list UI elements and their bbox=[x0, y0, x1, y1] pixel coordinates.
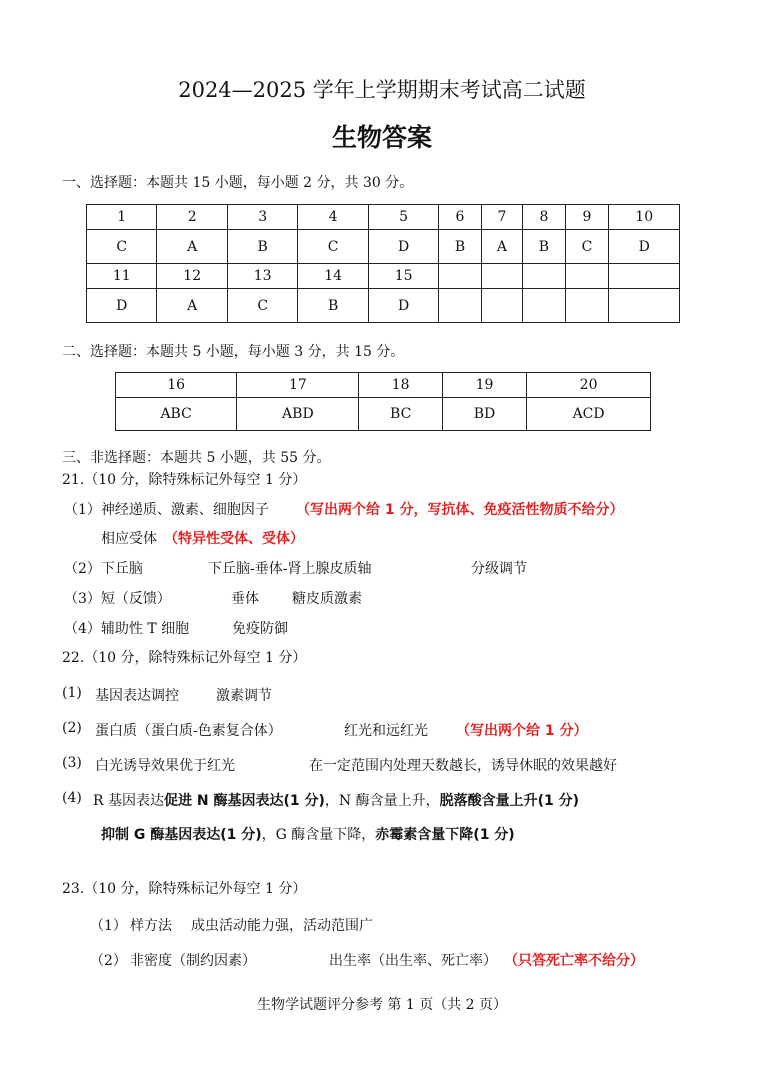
q21-ans2-a: （2）下丘脑 bbox=[64, 561, 143, 577]
table-cell: B bbox=[523, 230, 565, 264]
table-cell: 5 bbox=[368, 205, 438, 230]
table-cell: C bbox=[227, 289, 297, 323]
q22-ans2-note: （写出两个给 1 分） bbox=[456, 723, 588, 739]
table-cell: 19 bbox=[442, 373, 526, 398]
q22-ans4-c: ，N 酶含量上升， bbox=[324, 793, 440, 809]
table-cell: 7 bbox=[481, 205, 523, 230]
q22-ans4-a: R 基因表达 bbox=[93, 793, 164, 809]
table-cell: ABC bbox=[116, 398, 237, 431]
table-cell: 2 bbox=[157, 205, 227, 230]
table-cell: 11 bbox=[87, 264, 157, 289]
table-cell: D bbox=[609, 230, 680, 264]
table-cell bbox=[609, 289, 680, 323]
page-subtitle: 生物答案 bbox=[331, 123, 432, 152]
table-row bbox=[87, 205, 680, 230]
table-cell: 20 bbox=[527, 373, 651, 398]
q22-ans1-b: 激素调节 bbox=[216, 688, 272, 704]
q22-ans3-b: 在一定范围内处理天数越长，诱导休眠的效果越好 bbox=[309, 758, 617, 774]
part1-heading: 一、选择题：本题共 15 小题，每小题 2 分，共 30 分。 bbox=[62, 175, 414, 191]
q21-ans3-a: （3）短（反馈） bbox=[64, 591, 171, 607]
table-cell: 18 bbox=[359, 373, 442, 398]
table-cell: 3 bbox=[227, 205, 297, 230]
table-cell: C bbox=[87, 230, 157, 264]
table-cell: A bbox=[157, 289, 227, 323]
table-cell: D bbox=[87, 289, 157, 323]
q22-ans2-b: 红光和远红光 bbox=[344, 723, 428, 739]
q21-ans1-note: （写出两个给 1 分，写抗体、免疫活性物质不给分） bbox=[296, 502, 624, 518]
table-cell: BC bbox=[359, 398, 442, 431]
q21-ans1-b: 相应受体 bbox=[101, 531, 157, 547]
q23-ans2-note: （只答死亡率不给分） bbox=[504, 953, 644, 969]
q21-ans2-b: 下丘脑-垂体-肾上腺皮质轴 bbox=[208, 561, 372, 577]
table-cell bbox=[439, 264, 481, 289]
table-cell: BD bbox=[442, 398, 526, 431]
table-cell: B bbox=[227, 230, 297, 264]
q22-ans1-a: 基因表达调控 bbox=[95, 688, 179, 704]
table-row bbox=[87, 230, 680, 264]
table-cell: ACD bbox=[527, 398, 651, 431]
q21-ans3-b: 垂体 bbox=[231, 591, 259, 607]
table-cell: 1 bbox=[87, 205, 157, 230]
table-cell: B bbox=[298, 289, 368, 323]
q22-num1: (1) bbox=[62, 685, 82, 701]
q22-ans2-a: 蛋白质（蛋白质-色素复合体） bbox=[95, 723, 282, 739]
table-cell bbox=[609, 264, 680, 289]
q21-ans1: （1）神经递质、激素、细胞因子 bbox=[64, 502, 269, 518]
table-cell: D bbox=[368, 230, 438, 264]
part3-heading: 三、非选择题：本题共 5 小题，共 55 分。 bbox=[62, 450, 331, 466]
table-cell: 13 bbox=[227, 264, 297, 289]
table-cell: ABD bbox=[237, 398, 359, 431]
table-cell bbox=[565, 264, 609, 289]
page-title: 2024—2025 学年上学期期末考试高二试题 bbox=[178, 78, 586, 102]
table-cell: 4 bbox=[298, 205, 368, 230]
table-row bbox=[87, 264, 680, 289]
q22-ans3-a: 白光诱导效果优于红光 bbox=[95, 758, 235, 774]
table-row bbox=[116, 398, 651, 431]
q21-ans4-a: （4）辅助性 T 细胞 bbox=[64, 621, 190, 637]
q23-heading: 23.（10 分，除特殊标记外每空 1 分） bbox=[62, 881, 307, 897]
table-cell: 15 bbox=[368, 264, 438, 289]
table-cell: B bbox=[439, 230, 481, 264]
q22-ans5-c: 赤霉素含量下降(1 分) bbox=[375, 827, 515, 843]
table-cell bbox=[565, 289, 609, 323]
q22-ans4-line2 bbox=[101, 824, 515, 844]
table-cell bbox=[481, 264, 523, 289]
part2-answer-table bbox=[115, 372, 651, 431]
q22-ans4-line1 bbox=[93, 790, 579, 810]
q22-ans4-b: 促进 N 酶基因表达(1 分) bbox=[164, 793, 325, 809]
table-cell: 12 bbox=[157, 264, 227, 289]
q22-ans4-d: 脱落酸含量上升(1 分) bbox=[439, 793, 580, 809]
q21-ans1-b-note: （特异性受体、受体） bbox=[164, 531, 304, 547]
q22-heading: 22.（10 分，除特殊标记外每空 1 分） bbox=[62, 650, 307, 666]
table-cell: D bbox=[368, 289, 438, 323]
table-cell: 10 bbox=[609, 205, 680, 230]
q23-ans2-b: 出生率（出生率、死亡率） bbox=[329, 953, 497, 969]
q23-num1: （1） bbox=[90, 918, 127, 934]
q22-num2: (2) bbox=[62, 720, 82, 736]
q22-num3: (3) bbox=[62, 755, 82, 771]
q21-ans3-c: 糖皮质激素 bbox=[292, 591, 362, 607]
part2-heading: 二、选择题：本题共 5 小题，每小题 3 分，共 15 分。 bbox=[62, 344, 405, 360]
table-cell: C bbox=[298, 230, 368, 264]
table-cell: A bbox=[157, 230, 227, 264]
q21-ans2-c: 分级调节 bbox=[471, 561, 527, 577]
q22-num4: (4) bbox=[62, 790, 82, 806]
table-cell: 8 bbox=[523, 205, 565, 230]
q23-ans1-a: 样方法 bbox=[130, 918, 172, 934]
q21-heading: 21.（10 分，除特殊标记外每空 1 分） bbox=[62, 472, 307, 488]
table-cell: 9 bbox=[565, 205, 609, 230]
q23-ans2-a: 非密度（制约因素） bbox=[130, 953, 256, 969]
table-row bbox=[116, 373, 651, 398]
table-cell: 16 bbox=[116, 373, 237, 398]
table-cell: 14 bbox=[298, 264, 368, 289]
table-cell: 6 bbox=[439, 205, 481, 230]
q23-num2: （2） bbox=[90, 953, 127, 969]
q21-ans4-b: 免疫防御 bbox=[232, 621, 288, 637]
table-cell: C bbox=[565, 230, 609, 264]
table-row bbox=[87, 289, 680, 323]
q23-ans1-b: 成虫活动能力强，活动范围广 bbox=[191, 918, 373, 934]
q22-ans5-b: ，G 酶含量下降， bbox=[261, 827, 376, 843]
table-cell bbox=[523, 289, 565, 323]
part1-answer-table bbox=[86, 204, 680, 323]
table-cell: A bbox=[481, 230, 523, 264]
table-cell bbox=[481, 289, 523, 323]
table-cell bbox=[439, 289, 481, 323]
page-footer: 生物学试题评分参考 第 1 页（共 2 页） bbox=[256, 997, 508, 1013]
table-cell bbox=[523, 264, 565, 289]
q22-ans5-a: 抑制 G 酶基因表达(1 分) bbox=[101, 827, 262, 843]
table-cell: 17 bbox=[237, 373, 359, 398]
